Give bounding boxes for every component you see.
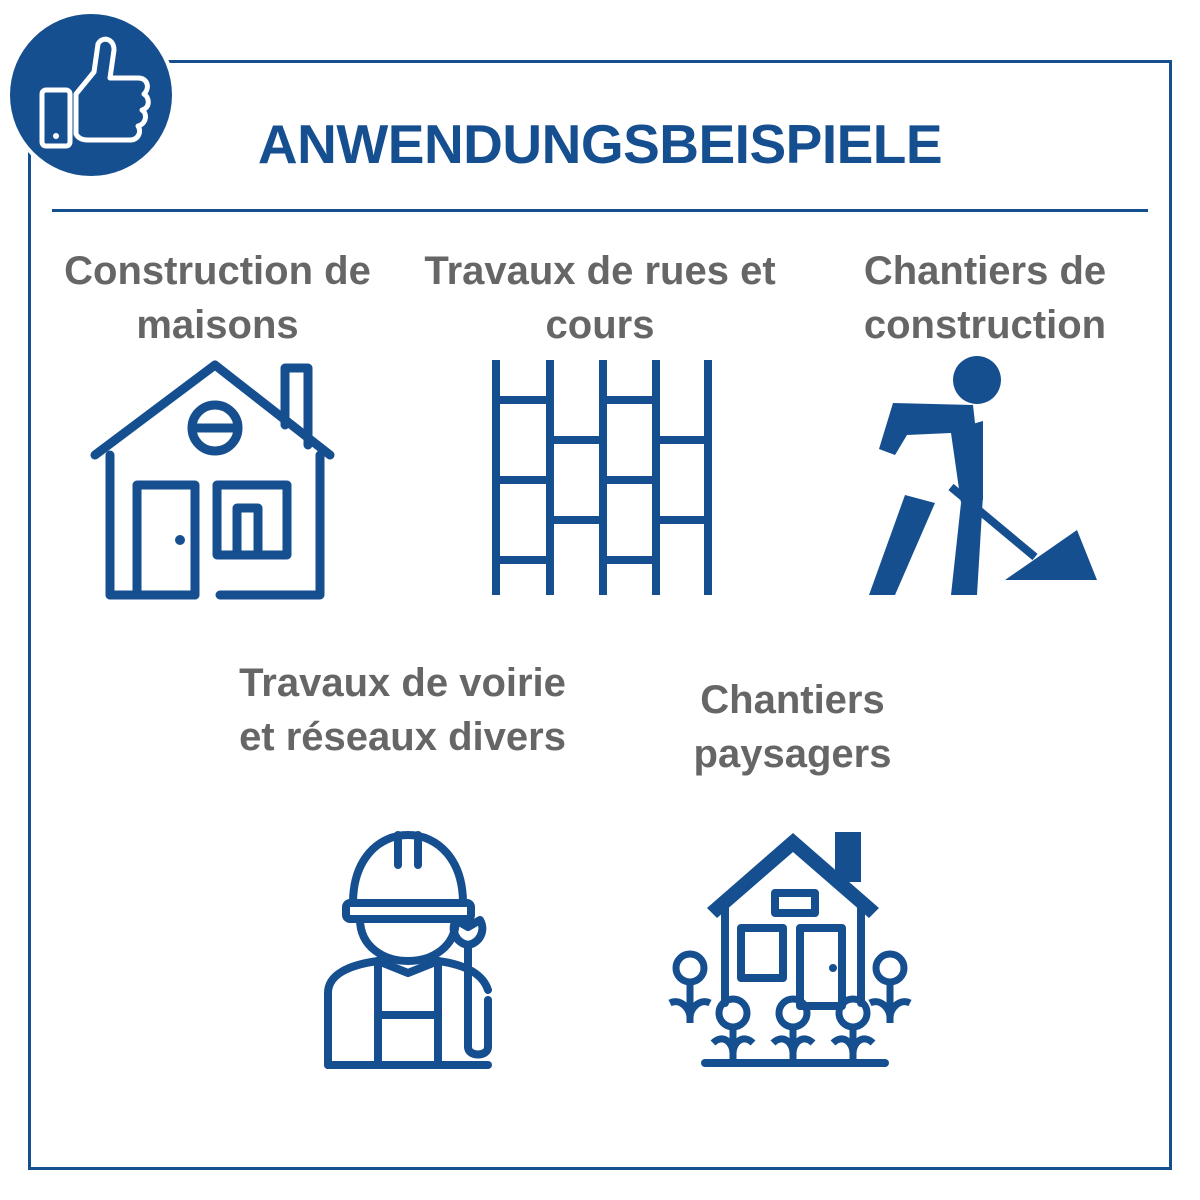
label-line: paysagers (693, 732, 892, 776)
label-line: Construction de (64, 249, 371, 293)
house-garden-icon (665, 828, 920, 1073)
label-line: Travaux de voirie (239, 661, 566, 705)
label-line: Chantiers (700, 678, 885, 722)
worker-shoveling-icon (865, 355, 1105, 600)
paving-stones-icon (488, 355, 716, 600)
thumbs-up-icon (10, 14, 172, 176)
example-label-road-networks (215, 656, 590, 764)
badge (10, 14, 172, 176)
worker-wrench-icon (318, 825, 518, 1075)
example-label-construction-sites (830, 244, 1140, 352)
label-line: maisons (136, 303, 299, 347)
label-line: cours (545, 303, 655, 347)
divider (52, 209, 1148, 212)
house-icon (80, 350, 350, 610)
page-title: ANWENDUNGSBEISPIELE (257, 113, 943, 175)
example-label-street-works (405, 244, 795, 352)
label-line: et réseaux divers (239, 715, 566, 759)
example-label-landscaping (640, 673, 945, 781)
content-frame (28, 60, 1172, 1170)
label-line: Chantiers de (863, 249, 1107, 293)
label-line: Travaux de rues et (424, 249, 776, 293)
label-line: construction (863, 303, 1107, 347)
example-label-house-construction (45, 244, 390, 352)
